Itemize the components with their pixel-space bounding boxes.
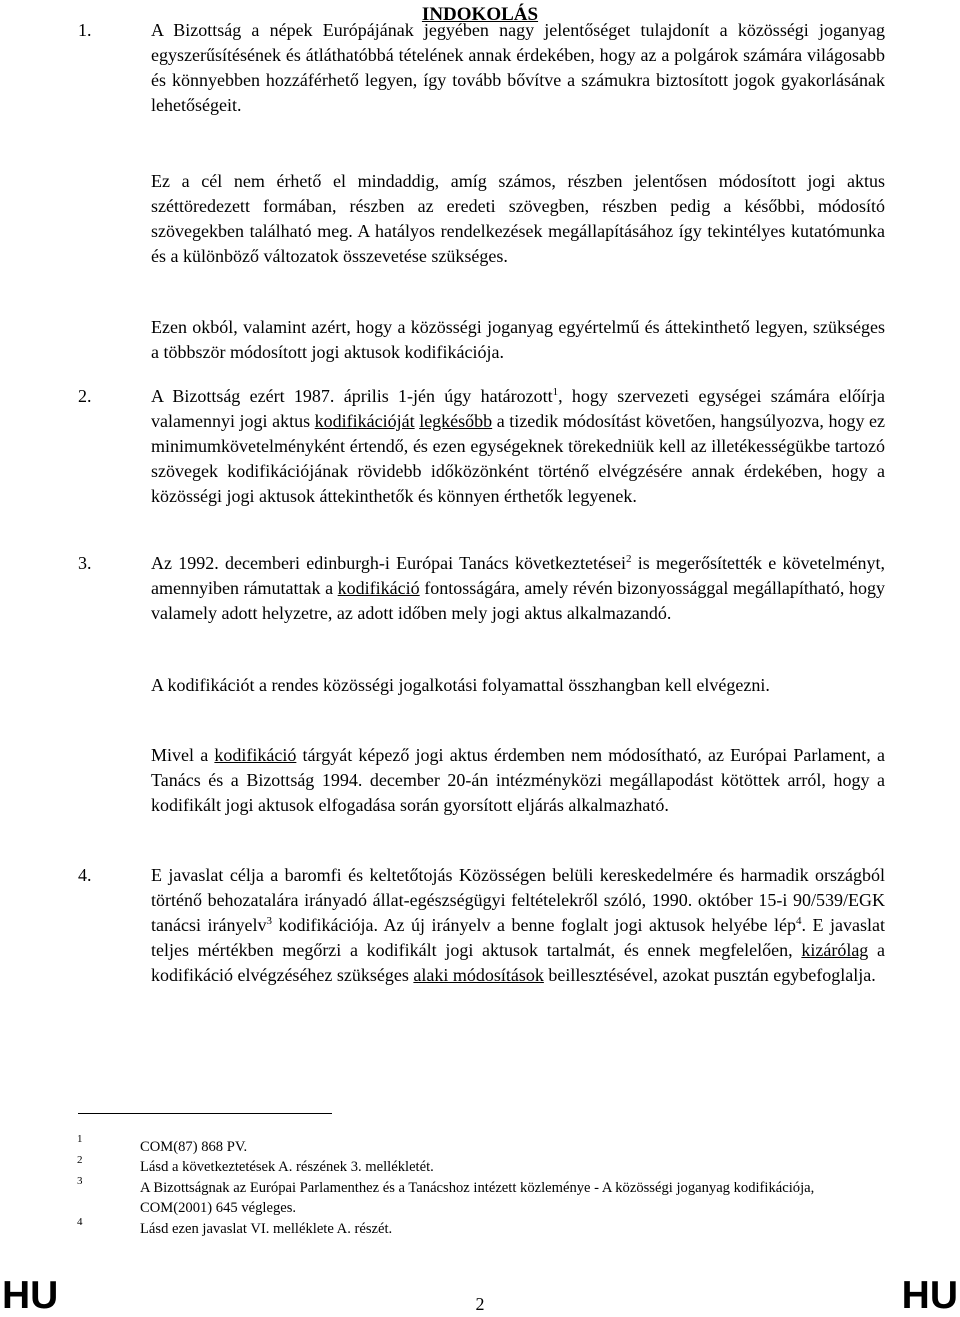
footnote-ref[interactable]: 4 <box>795 915 802 927</box>
section-number: 3. <box>78 553 92 573</box>
footnote-text: Lásd ezen javaslat VI. melléklete A. részét. <box>140 1221 393 1237</box>
section-4-paragraph: E javaslat célja a baromfi és keltetőtojás Közösségen belüli kereskedelmére és harmadik országból történő behozatalára irányadó állat-egészségügyi feltételekről szóló, 1990. október 15-i 90/539/EGK tanácsi irányelv$^3$ kodifikációja. Az új irányelv a benne foglalt jogi aktusok helyébe lép$^4$. E javaslat teljes mértékben megőrzi a kodifikált jogi aktusok tartalmát, és ennek megfelelően, kizárólag a kodifikáció elvégzéséhez szükséges alaki módosítások beillesztésével, azokat pusztán egybefoglalja. <box>151 865 885 985</box>
footnote-text: COM(87) 868 PV. <box>140 1139 248 1155</box>
section-number: 2. <box>78 386 92 406</box>
section-number: 1. <box>78 20 92 40</box>
page-number: 2 <box>475 1294 485 1314</box>
section-number: 4. <box>78 865 92 885</box>
footnote-ref[interactable]: 3 <box>266 915 272 927</box>
footnote-number: 1 <box>77 1133 83 1145</box>
footnote-number: 3 <box>77 1175 83 1187</box>
section-3-paragraph-3: Mivel a kodifikáció tárgyát képező jogi aktus érdemben nem módosítható, az Európai Parlament, a Tanács és a Bizottság 1994. december 20-án intézményközi megállapodást kötöttek arról, hogy a kodifikált jogi aktusok elfogadása során gyorsított eljárás alkalmazható. <box>151 745 885 815</box>
section-3-paragraph-2: A kodifikációt a rendes közösségi jogalkotási folyamattal összhangban kell elvégezni. <box>151 675 770 695</box>
footnote-number: 2 <box>77 1154 83 1166</box>
footnote-separator <box>78 1113 332 1114</box>
section-1-paragraph-2: Ez a cél nem érhető el mindaddig, amíg számos, részben jelentősen módosított jogi aktus széttöredezett formában, részben az eredeti szövegben, részben pedig a későbbi, módosító szövegekben található meg. A hatályos rendelkezések megállapításához így tekintélyes kutatómunka és a különböző változatok összevetése szükséges. <box>151 171 885 266</box>
document-title: INDOKOLÁS <box>421 4 539 25</box>
footnote-ref[interactable]: 2 <box>626 553 632 565</box>
language-code-right: HU <box>901 1274 958 1317</box>
language-code-left: HU <box>2 1274 59 1317</box>
section-1-paragraph-3: Ezen okból, valamint azért, hogy a közösségi joganyag egyértelmű és áttekinthető legyen, szükséges a többször módosított jogi aktusok kodifikációja. <box>151 317 885 362</box>
footnote-text: A Bizottságnak az Európai Parlamenthez és a Tanácshoz intézett közleménye - A közösségi joganyag kodifikációja, COM(2001) 645 végleges. <box>140 1180 815 1216</box>
footnote-text: Lásd a következtetések A. részének 3. mellékletét. <box>140 1159 434 1175</box>
section-2-paragraph: A Bizottság ezért 1987. április 1-jén úgy határozott$^1$, hogy szervezeti egységei számára előírja valamennyi jogi aktus kodifikációját legkésőbb a tizedik módosítást követően, hangsúlyozva, hogy ez minimumkövetelményként értendő, és ezen egységeknek törekedniük kell az illetékességükbe tartozó szövegek kodifikációjának rövidebb időközönként történő elvégzésére annak érdekében, hogy a közösségi jogi aktusok áttekinthetők és könnyen érthetők legyenek. <box>151 386 886 506</box>
section-1-paragraph-1: A Bizottság a népek Európájának jegyében nagy jelentőséget tulajdonít a közösségi joganyag egyszerűsítésének és átláthatóbbá tételének annak érdekében, hogy az a polgárok számára világosabb és könnyebben hozzáférhető legyen, így tovább bővítve a számukra biztosított jogok gyakorlásának lehetőségeit. <box>151 20 885 115</box>
footnote-ref[interactable]: 1 <box>552 386 559 398</box>
footnote-number: 4 <box>77 1216 83 1228</box>
section-3-paragraph-1: Az 1992. decemberi edinburgh-i Európai Tanács következtetései$^2$ is megerősítették e követelményt, amennyiben rámutattak a kodifikáció fontosságára, amely révén bizonyossággal megállapítható, hogy valamely adott helyzetre, az adott időben mely jogi aktus alkalmazandó. <box>151 553 885 623</box>
